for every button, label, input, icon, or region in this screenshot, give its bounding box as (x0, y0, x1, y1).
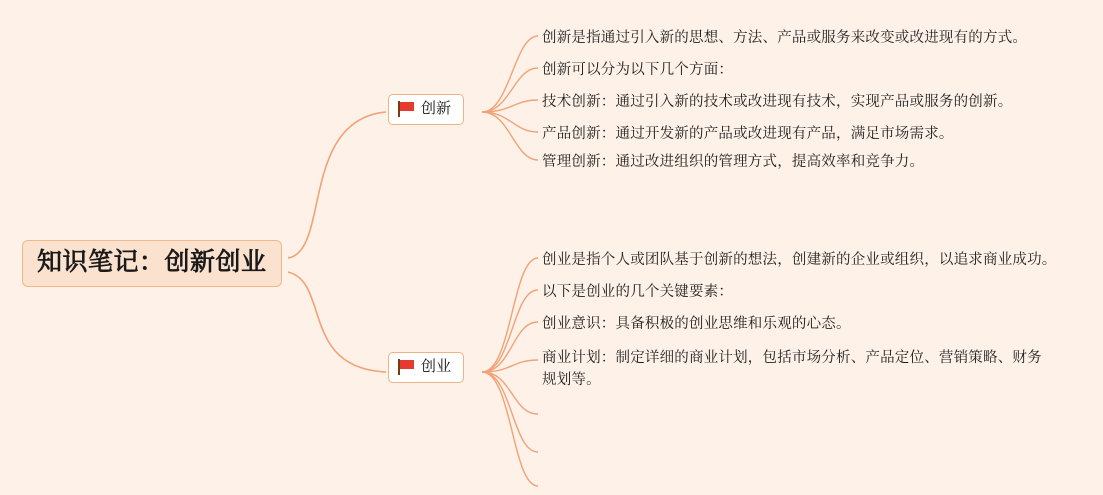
leaf-node[interactable]: 商业计划：制定详细的商业计划，包括市场分析、产品定位、营销策略、财务规划等。 (542, 350, 1042, 388)
leaf-node[interactable]: 管理创新：通过改进组织的管理方式，提高效率和竞争力。 (542, 154, 925, 170)
leaf-node[interactable]: 以下是创业的几个关键要素： (542, 284, 734, 300)
leaf-node[interactable]: 创业是指个人或团队基于创新的想法，创建新的企业或组织，以追求商业成功。 (542, 252, 1057, 268)
root-node[interactable] (22, 240, 282, 287)
root-node-label: 知识笔记：创新创业 (37, 248, 267, 276)
leaf-node[interactable]: 创新是指通过引入新的思想、方法、产品或服务来改变或改进现有的方式。 (542, 30, 1028, 46)
leaf-node[interactable]: 产品创新：通过开发新的产品或改进现有产品，满足市场需求。 (542, 126, 954, 142)
leaf-node[interactable]: 技术创新：通过引入新的技术或改进现有技术，实现产品或服务的创新。 (542, 94, 1013, 110)
branch-node-innovation-label: 创新 (421, 100, 452, 117)
branch-node-entrepreneurship-label: 创业 (421, 358, 452, 375)
leaf-node[interactable]: 创业意识：具备积极的创业思维和乐观的心态。 (542, 316, 851, 332)
branch-node-innovation[interactable] (388, 94, 464, 125)
branch-node-entrepreneurship[interactable] (388, 352, 464, 383)
red-flag-icon (397, 359, 415, 375)
red-flag-icon (397, 101, 415, 117)
leaf-node[interactable]: 创新可以分为以下几个方面： (542, 62, 734, 78)
